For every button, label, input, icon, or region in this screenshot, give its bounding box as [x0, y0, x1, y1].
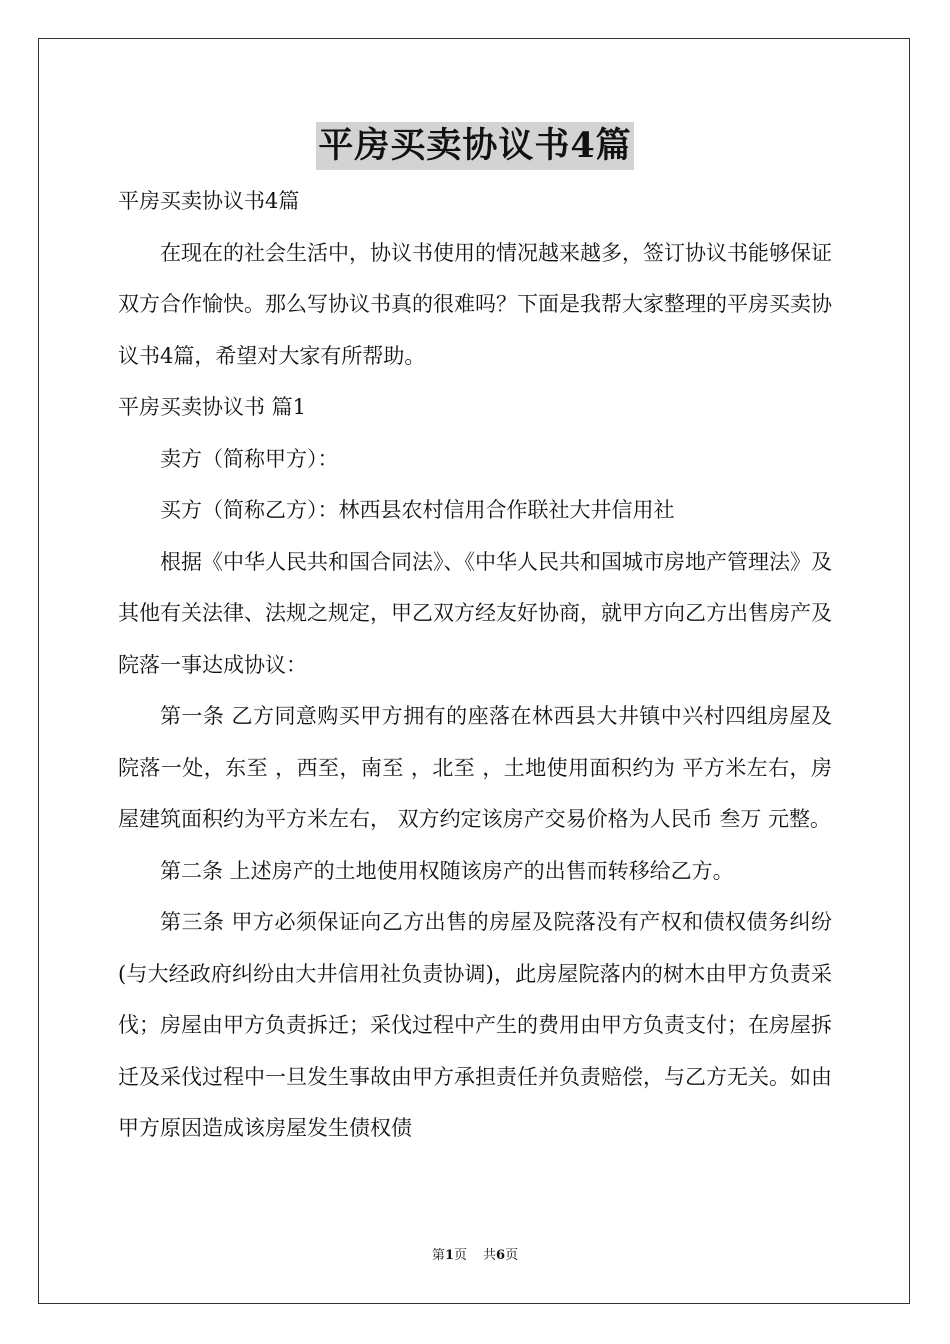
document-title: 平房买卖协议书4篇 [316, 122, 633, 170]
paragraph-article-1: 第一条 乙方同意购买甲方拥有的座落在林西县大井镇中兴村四组房屋及院落一处，东至 ，西至，南至 ，北至 ，土地使用面积约为 平方米左右，房屋建筑面积约为平方米左右， 双方约定该房产交易价格为人民币 叁万 元整。 [118, 704, 832, 831]
page-current: 1 [444, 1248, 454, 1263]
paragraph-article-2: 第二条 上述房产的土地使用权随该房产的出售而转移给乙方。 [160, 858, 734, 883]
total-prefix: 共 [483, 1248, 497, 1263]
document-body [118, 176, 832, 1155]
page-prefix: 第 [431, 1248, 445, 1263]
section-heading: 平房买卖协议书 篇1 [118, 395, 307, 419]
paragraph-2: 在现在的社会生活中，协议书使用的情况越来越多，签订协议书能够保证双方合作愉快。那么写协议书真的很难吗？下面是我帮大家整理的平房买卖协议书4篇，希望对大家有所帮助。 [118, 240, 832, 368]
page-footer [0, 1246, 950, 1266]
paragraph-article-3: 第三条 甲方必须保证向乙方出售的房屋及院落没有产权和债权债务纠纷(与大经政府纠纷由大井信用社负责协调)，此房屋院落内的树木由甲方负责采伐；房屋由甲方负责拆迁；采伐过程中产生的费用由甲方负责支付；在房屋拆迁及采伐过程中一旦发生事故由甲方承担责任并负责赔偿，与乙方无关。如由甲方原因造成该房屋发生债权债 [118, 910, 832, 1140]
paragraph-seller: 卖方（简称甲方）： [160, 446, 339, 471]
paragraph-buyer: 买方（简称乙方）：林西县农村信用合作联社大井信用社 [160, 498, 675, 522]
paragraph-1: 平房买卖协议书4篇 [118, 189, 300, 213]
title-container [0, 122, 950, 170]
page-total: 6 [496, 1248, 506, 1263]
page-mid: 页 [453, 1248, 467, 1263]
paragraph-basis: 根据《中华人民共和国合同法》、《中华人民共和国城市房地产管理法》及其他有关法律、法规之规定，甲乙双方经友好协商，就甲方向乙方出售房产及院落一事达成协议： [118, 549, 832, 677]
total-suffix: 页 [505, 1248, 519, 1263]
